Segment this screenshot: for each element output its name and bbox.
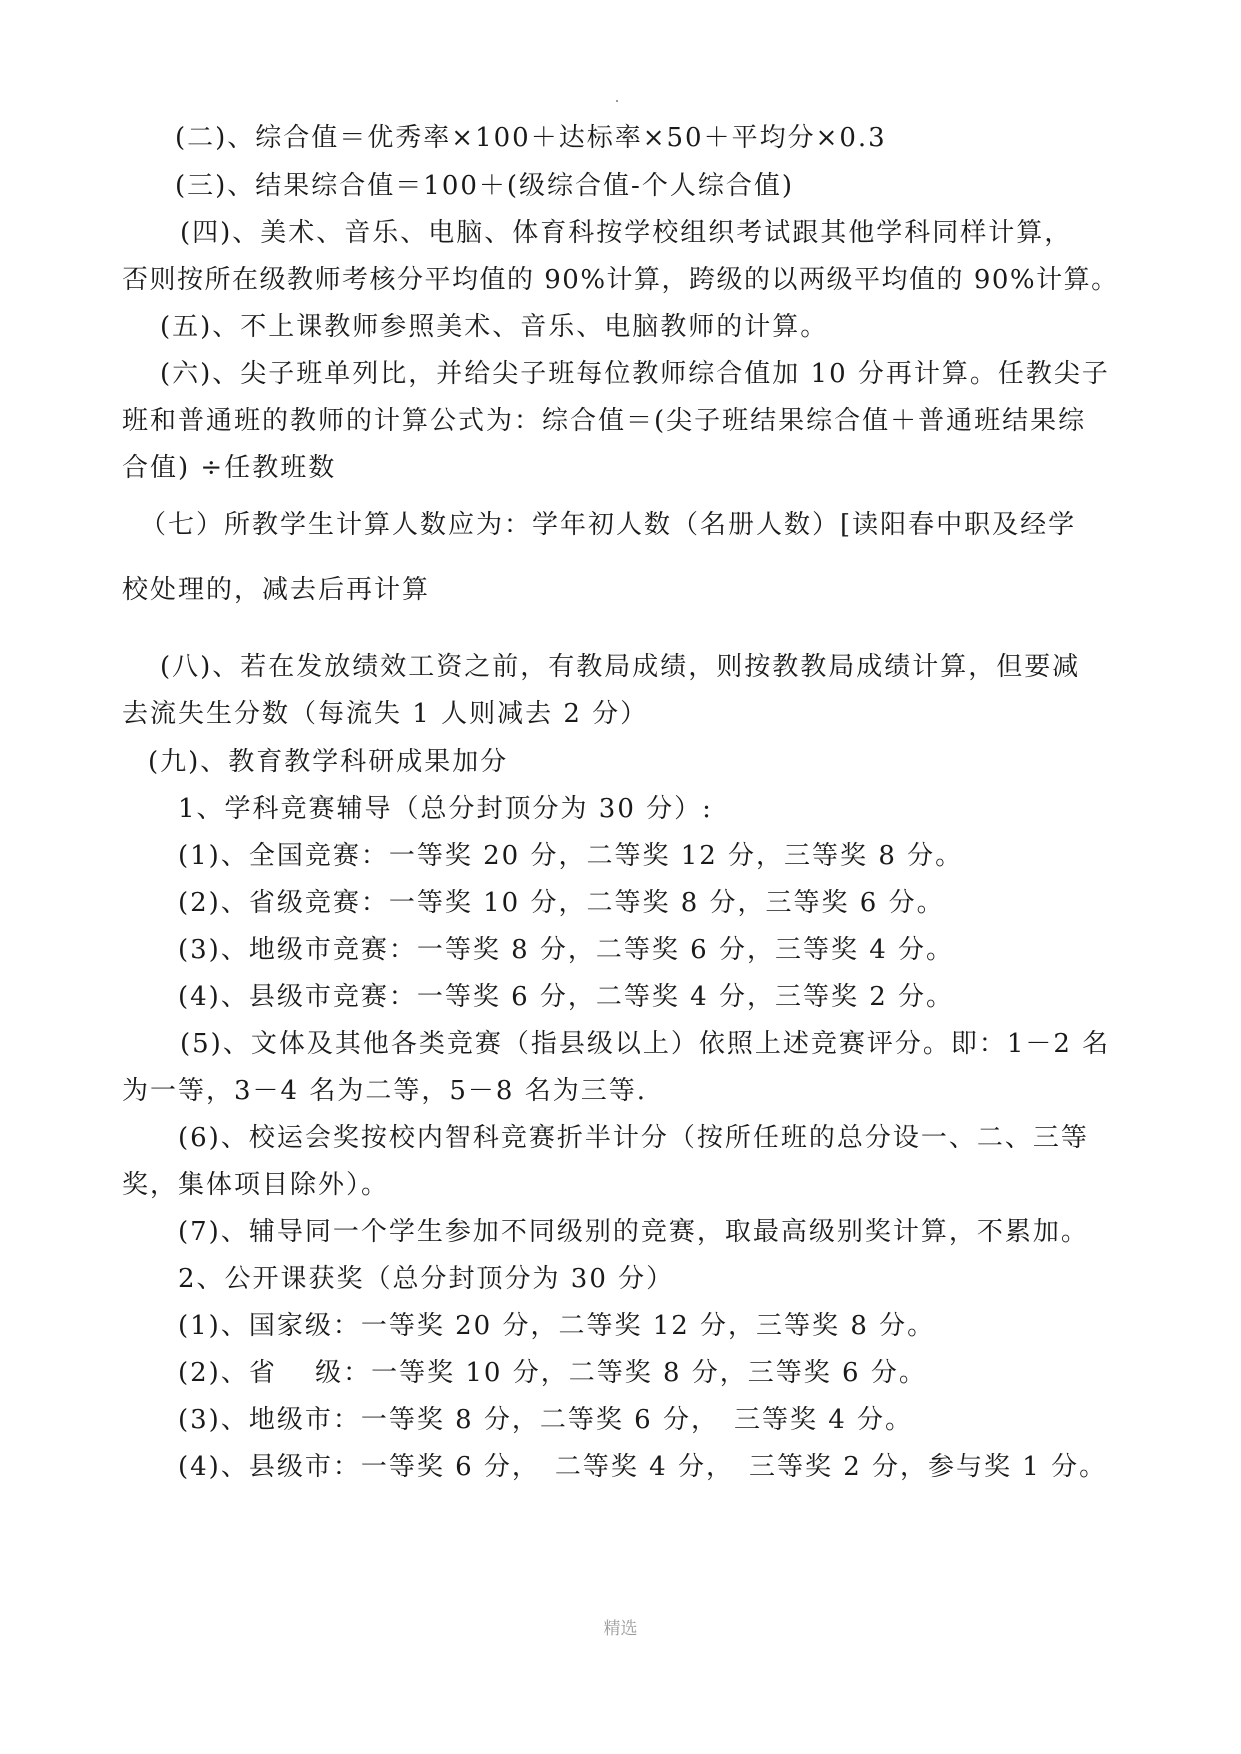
paragraph-line: (六)、尖子班单列比，并给尖子班每位教师综合值加 10 分再计算。任教尖子 <box>160 359 1110 389</box>
paragraph-line: 为一等，3－4 名为二等，5－8 名为三等. <box>122 1076 647 1106</box>
paragraph-line: (3)、地级市竞赛：一等奖 8 分，二等奖 6 分，三等奖 4 分。 <box>178 935 955 965</box>
paragraph-line: (6)、校运会奖按校内智科竞赛折半计分（按所任班的总分设一、二、三等 <box>178 1123 1089 1153</box>
paragraph-line: 去流失生分数（每流失 1 人则减去 2 分） <box>122 699 649 729</box>
footer-label: 精选 <box>603 1619 638 1639</box>
paragraph-line: （七）所教学生计算人数应为：学年初人数（名册人数）[读阳春中职及经学 <box>140 510 1077 540</box>
page-mark <box>616 100 618 102</box>
paragraph-line: (2)、省级竞赛：一等奖 10 分，二等奖 8 分，三等奖 6 分。 <box>178 888 945 918</box>
paragraph-line: (九)、教育教学科研成果加分 <box>148 747 509 777</box>
paragraph-line: (4)、县级市竞赛：一等奖 6 分，二等奖 4 分，三等奖 2 分。 <box>178 982 955 1012</box>
paragraph-line: (二)、综合值＝优秀率×100＋达标率×50＋平均分×0.3 <box>175 123 887 153</box>
paragraph-line: (4)、县级市：一等奖 6 分， 二等奖 4 分， 三等奖 2 分，参与奖 1 分。 <box>178 1452 1108 1482</box>
paragraph-line: (5)、文体及其他各类竞赛（指县级以上）依照上述竞赛评分。即：1－2 名 <box>180 1029 1111 1059</box>
paragraph-line: 否则按所在级教师考核分平均值的 90%计算，跨级的以两级平均值的 90%计算。 <box>122 265 1119 295</box>
paragraph-line: 校处理的，减去后再计算 <box>122 575 431 605</box>
paragraph-line: 2、公开课获奖（总分封顶分为 30 分） <box>178 1264 675 1294</box>
paragraph-line: (3)、地级市：一等奖 8 分，二等奖 6 分， 三等奖 4 分。 <box>178 1405 914 1435</box>
paragraph-line: 合值) ÷任教班数 <box>122 453 337 483</box>
paragraph-line: (四)、美术、音乐、电脑、体育科按学校组织考试跟其他学科同样计算， <box>180 218 1073 248</box>
paragraph-line: 班和普通班的教师的计算公式为：综合值＝(尖子班结果综合值＋普通班结果综 <box>122 406 1087 436</box>
paragraph-line: (五)、不上课教师参照美术、音乐、电脑教师的计算。 <box>160 312 829 342</box>
paragraph-line: (7)、辅导同一个学生参加不同级别的竞赛，取最高级别奖计算，不累加。 <box>178 1217 1089 1247</box>
paragraph-line: (1)、国家级：一等奖 20 分，二等奖 12 分，三等奖 8 分。 <box>178 1311 936 1341</box>
paragraph-line: (2)、省 级：一等奖 10 分，二等奖 8 分，三等奖 6 分。 <box>178 1358 927 1388</box>
paragraph-line: (1)、全国竞赛：一等奖 20 分，二等奖 12 分，三等奖 8 分。 <box>178 841 964 871</box>
paragraph-line: (八)、若在发放绩效工资之前，有教局成绩，则按教教局成绩计算，但要减 <box>160 652 1081 682</box>
paragraph-line: 1、学科竞赛辅导（总分封顶分为 30 分）: <box>178 794 713 824</box>
paragraph-line: (三)、结果综合值＝100＋(级综合值-个人综合值) <box>175 171 794 201</box>
paragraph-line: 奖，集体项目除外）。 <box>122 1170 390 1200</box>
